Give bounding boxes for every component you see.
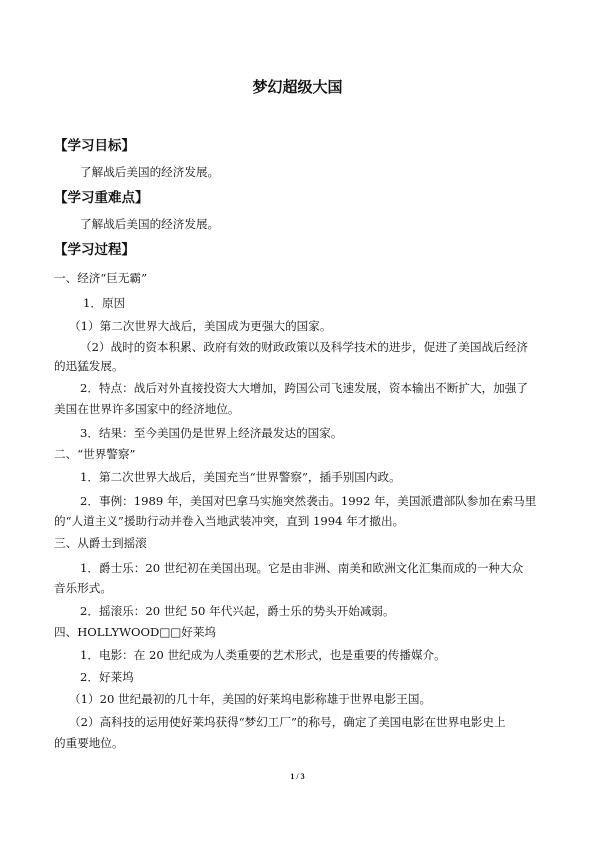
body-line: （1）20 世纪最初的几十年，美国的好莱坞电影称雄于世界电影王国。 bbox=[69, 692, 432, 706]
body-line: 3．结果：至今美国仍是世界上经济最发达的国家。 bbox=[80, 426, 343, 440]
body-line: 2．事例：1989 年，美国对巴拿马实施突然袭击。1992 年，美国派遣部队参加在索马里 bbox=[80, 494, 537, 508]
body-line: （2）战时的资本积累、政府有效的财政政策以及科学技术的进步，促进了美国战后经济 bbox=[80, 340, 528, 354]
body-line: 1．爵士乐：20 世纪初在美国出现。它是由非洲、南美和欧洲文化汇集而成的一种大众 bbox=[80, 561, 524, 575]
section-heading-economy: 一、经济“巨无霸” bbox=[54, 271, 148, 285]
section-heading-world-police: 二、“世界警察” bbox=[54, 447, 136, 461]
body-line: 音乐形式。 bbox=[54, 581, 112, 595]
objectives-text: 了解战后美国的经济发展。 bbox=[80, 165, 220, 179]
body-line: 1．第二次世界大战后，美国充当“世界警察”，插手别国内政。 bbox=[80, 470, 401, 484]
body-line: 2．特点：战后对外直接投资大大增加，跨国公司飞速发展，资本输出不断扩大，加强了 bbox=[80, 381, 528, 395]
key-points-text: 了解战后美国的经济发展。 bbox=[80, 217, 220, 231]
page-number: 1 / 3 bbox=[290, 772, 305, 781]
heading-key-points: 【学习重难点】 bbox=[54, 190, 149, 206]
body-line: 1．电影：在 20 世纪成为人类重要的艺术形式，也是重要的传播媒介。 bbox=[80, 648, 446, 662]
body-line: 1．原因 bbox=[83, 296, 126, 310]
body-line: 的重要地位。 bbox=[54, 736, 124, 750]
page-title: 梦幻超级大国 bbox=[252, 78, 343, 96]
body-line: 2．好莱坞 bbox=[80, 670, 134, 684]
section-heading-jazz-rock: 三、从爵士到摇滚 bbox=[54, 536, 147, 550]
heading-process: 【学习过程】 bbox=[54, 242, 135, 258]
body-line: 的迅猛发展。 bbox=[54, 359, 124, 373]
body-line: （1）第二次世界大战后，美国成为更强大的国家。 bbox=[69, 319, 332, 333]
body-line: 美国在世界许多国家中的经济地位。 bbox=[54, 402, 240, 416]
heading-objectives: 【学习目标】 bbox=[54, 138, 135, 154]
section-heading-hollywood: 四、HOLLYWOOD□□好莱坞 bbox=[54, 625, 217, 639]
body-line: 的“人道主义”援助行动并卷入当地武装冲突，直到 1994 年才撤出。 bbox=[54, 514, 405, 528]
body-line: 2．摇滚乐：20 世纪 50 年代兴起，爵士乐的势头开始减弱。 bbox=[80, 604, 395, 618]
body-line: （2）高科技的运用使好莱坞获得“梦幻工厂”的称号，确定了美国电影在世界电影史上 bbox=[69, 715, 506, 729]
